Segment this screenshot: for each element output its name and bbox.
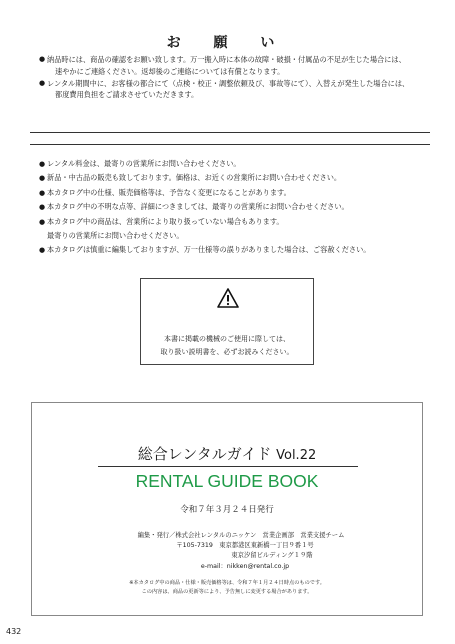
list-item-text: 納品時には、商品の確認をお願い致します。万一搬入時に本体の故障・破損・付属品の不足が生じた場合には、 bbox=[47, 55, 406, 64]
list-item bbox=[39, 215, 429, 244]
guide-volume: Vol.22 bbox=[276, 448, 317, 463]
title-underline bbox=[98, 466, 358, 467]
list-item-text: レンタル期間中に、お客様の都合にて（点検・校正・調整依頼及び、事故等にて）、入替えが発生した場合には、 bbox=[47, 78, 410, 88]
catalog-note bbox=[32, 579, 422, 597]
list-item-text: 速やかにご連絡ください。返却後のご連絡については有償となります。 bbox=[55, 66, 285, 76]
list-item-text: 都度費用負担をご請求させていただきます。 bbox=[55, 90, 199, 100]
page-number: 432 bbox=[6, 627, 22, 636]
list-item bbox=[39, 171, 429, 185]
warning-triangle-icon bbox=[217, 288, 239, 308]
list-item bbox=[39, 200, 429, 214]
list-item-text: 新品・中古品の販売も致しております。価格は、お近くの営業所にお問い合わせください。 bbox=[47, 173, 342, 183]
bullet: ● bbox=[39, 160, 46, 168]
guide-title bbox=[32, 443, 422, 464]
colophon-box bbox=[31, 402, 423, 616]
divider bbox=[30, 132, 430, 133]
notice-list bbox=[39, 157, 429, 258]
bullet: ● bbox=[39, 217, 46, 226]
list-item-text: 本カタログ中の不明な点等、詳細につきましては、最寄りの営業所にお問い合わせください。 bbox=[47, 202, 349, 212]
bullet: ● bbox=[39, 203, 46, 212]
publish-date: 令和７年３月２４日発行 bbox=[180, 505, 274, 515]
note-line: ※本カタログ中の商品・仕様・販売価格等は、令和７年１月２４日時点のものです。 bbox=[129, 580, 325, 586]
request-list bbox=[39, 54, 429, 101]
warning-line: 本書に掲載の機械のご使用に際しては、 bbox=[164, 335, 290, 343]
page-title: お 願 い bbox=[166, 35, 289, 51]
publisher-line: 編集・発行／株式会社レンタルのニッケン 営業企画部 営業支援チーム bbox=[137, 532, 345, 539]
bullet: ● bbox=[39, 78, 46, 87]
publisher-info bbox=[32, 531, 422, 572]
list-item bbox=[39, 186, 429, 200]
warning-text bbox=[141, 333, 313, 358]
bullet: ● bbox=[39, 188, 46, 197]
list-item-text: 本カタログ中の商品は、営業所により取り扱っていない場合もあります。 bbox=[47, 216, 284, 226]
publisher-line: 東京汐留ビルディング１９階 bbox=[231, 552, 313, 560]
safety-warning-box bbox=[140, 278, 314, 365]
guide-subtitle: RENTAL GUIDE BOOK bbox=[135, 471, 319, 491]
list-item-text: レンタル料金は、最寄りの営業所にお問い合わせください。 bbox=[47, 159, 241, 168]
list-item-text: 本カタログは慎重に編集しておりますが、万一仕様等の誤りがありました場合は、ご容赦ください。 bbox=[47, 245, 371, 255]
bullet: ● bbox=[39, 55, 46, 63]
publisher-line: 〒105-7319 東京都港区東新橋一丁目９番１号 bbox=[176, 542, 314, 550]
list-item bbox=[39, 157, 429, 171]
list-item-text: 最寄りの営業所にお問い合わせください。 bbox=[47, 231, 184, 241]
list-item bbox=[39, 54, 429, 78]
email-line: e-mail：nikken@rental.co.jp bbox=[200, 562, 290, 570]
warning-line: 取り扱い説明書を、必ずお読みください。 bbox=[160, 347, 294, 356]
note-line: この内容は、商品の更新等により、予告無しに変更する場合があります。 bbox=[141, 589, 313, 595]
list-item bbox=[39, 243, 429, 257]
bullet: ● bbox=[39, 174, 46, 183]
list-item bbox=[39, 78, 429, 102]
guide-title-text: 総合レンタルガイド bbox=[137, 445, 272, 463]
divider bbox=[30, 144, 430, 145]
bullet: ● bbox=[39, 246, 46, 255]
list-item-text: 本カタログ中の仕様、販売価格等は、予告なく変更になることがあります。 bbox=[47, 187, 291, 197]
